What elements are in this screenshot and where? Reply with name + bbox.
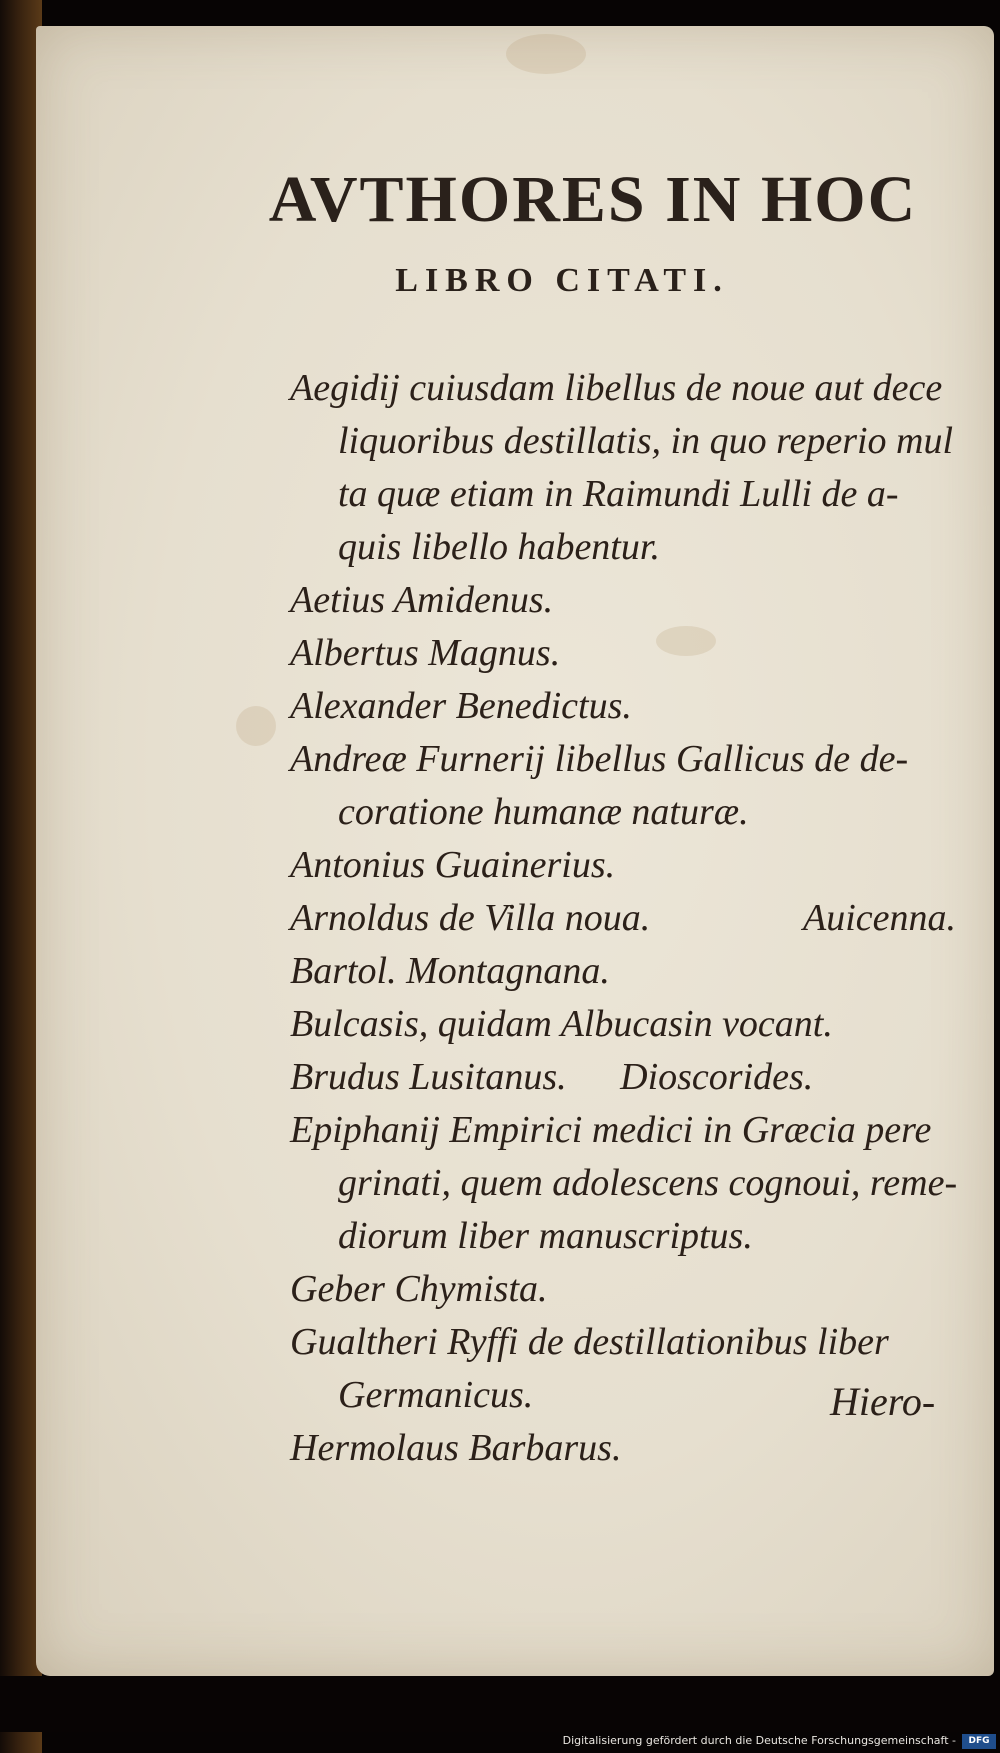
side-entry-dioscorides: Dioscorides. bbox=[620, 1056, 814, 1098]
list-line: Gualtheri Ryffi de destillationibus liber bbox=[290, 1321, 889, 1363]
dfg-logo: DFG bbox=[962, 1734, 996, 1749]
list-line: Bartol. Montagnana. bbox=[290, 950, 610, 992]
author-list bbox=[290, 362, 970, 1475]
list-line: grinati, quem adolescens cognoui, reme- bbox=[338, 1162, 958, 1204]
list-line: Epiphanij Empirici medici in Græcia pere bbox=[290, 1109, 932, 1151]
list-line-with-side-entry bbox=[290, 1051, 970, 1104]
list-line: Geber Chymista. bbox=[290, 1268, 548, 1310]
list-line-with-side-entry bbox=[290, 892, 970, 945]
scan-bottom-margin bbox=[0, 1676, 1000, 1732]
list-line: Andreæ Furnerij libellus Gallicus de de- bbox=[290, 738, 909, 780]
list-line: Germanicus. bbox=[338, 1374, 534, 1416]
list-line: Albertus Magnus. bbox=[290, 632, 561, 674]
list-line: Aetius Amidenus. bbox=[290, 579, 554, 621]
list-line-text: Brudus Lusitanus. bbox=[290, 1056, 567, 1098]
list-line: Hermolaus Barbarus. bbox=[290, 1427, 622, 1469]
list-line: coratione humanæ naturæ. bbox=[338, 791, 749, 833]
list-line-text: Arnoldus de Villa noua. bbox=[290, 897, 651, 939]
paper-stain bbox=[506, 34, 586, 74]
list-line: Bulcasis, quidam Albucasin vocant. bbox=[290, 1003, 833, 1045]
list-line: liquoribus destillatis, in quo reperio mul bbox=[338, 420, 954, 462]
list-line: quis libello habentur. bbox=[338, 526, 660, 568]
side-entry-auicenna: Auicenna. bbox=[802, 897, 956, 939]
list-line: Alexander Benedictus. bbox=[290, 685, 632, 727]
catchword: Hiero- bbox=[830, 1379, 936, 1424]
list-line: diorum liber manuscriptus. bbox=[338, 1215, 753, 1257]
paper-stain bbox=[236, 706, 276, 746]
list-line: ta quæ etiam in Raimundi Lulli de a- bbox=[338, 473, 899, 515]
digitization-credit: Digitalisierung gefördert durch die Deutsche Forschungsgemeinschaft - bbox=[562, 1734, 956, 1747]
list-line: Aegidij cuiusdam libellus de noue aut dece bbox=[290, 367, 943, 409]
list-line: Antonius Guainerius. bbox=[290, 844, 616, 886]
page-heading: AVTHORES IN HOC bbox=[268, 163, 918, 236]
page-subheading: LIBRO CITATI. bbox=[395, 262, 729, 299]
